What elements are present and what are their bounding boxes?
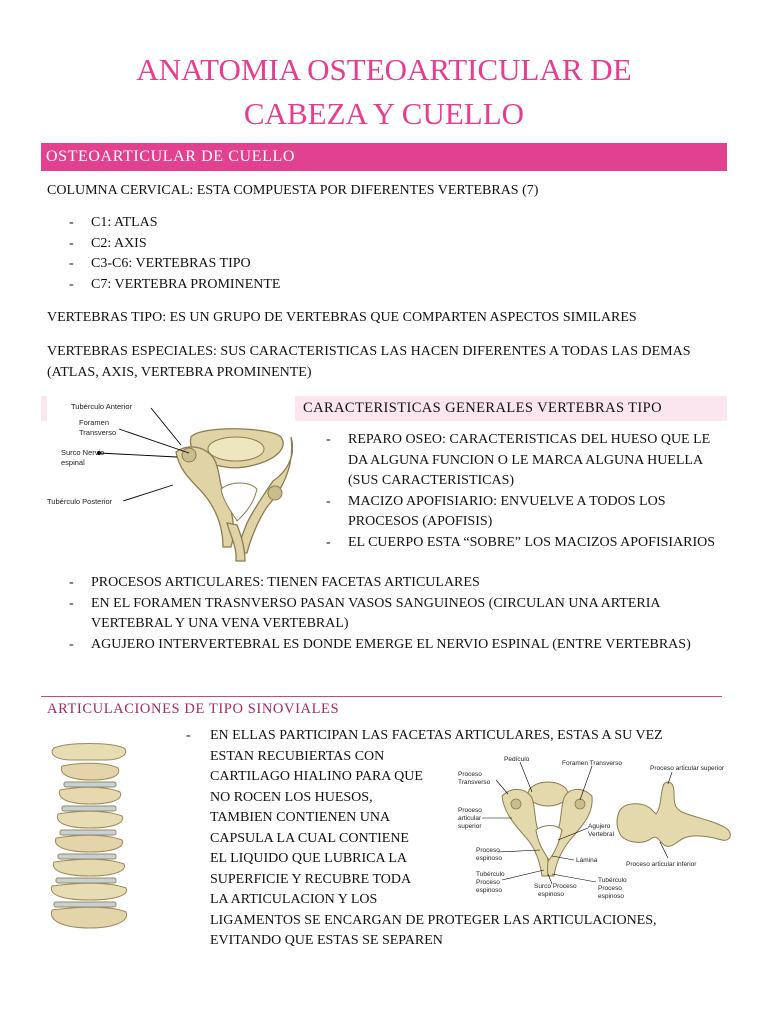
figure-columna-cervical bbox=[40, 742, 136, 934]
paragraph-line: TAMBIEN CONTIENEN UNA bbox=[210, 810, 391, 825]
figure-vertebra-lateral bbox=[612, 762, 740, 872]
paragraph-line: CAPSULA LA CUAL CONTIENE bbox=[210, 830, 409, 846]
label-proceso: Proceso bbox=[476, 879, 500, 886]
subsection-heading: CARACTERISTICAS GENERALES VERTEBRAS TIPO bbox=[295, 396, 727, 421]
paragraph-line: EL LIQUIDO QUE LUBRICA LA bbox=[210, 851, 408, 866]
label-pediculo: Pedículo bbox=[504, 756, 530, 763]
title-line-1: ANATOMIA OSTEOARTICULAR DE bbox=[136, 52, 632, 87]
label-proceso: Proceso bbox=[458, 771, 482, 778]
label-surco-proceso: Surco Proceso bbox=[534, 883, 577, 890]
list-item: - C2: AXIS bbox=[47, 234, 727, 255]
list-item: - C7: VERTEBRA PROMINENTE bbox=[47, 275, 727, 296]
section-heading-cuello: OSTEOARTICULAR DE CUELLO bbox=[41, 143, 727, 171]
figure-vertebra-superior bbox=[452, 752, 630, 906]
label-transverso: Transverso bbox=[458, 779, 491, 786]
list-item: - C1: ATLAS bbox=[47, 213, 727, 234]
paragraph-line: LA ARTICULACION Y LOS bbox=[210, 892, 378, 907]
label-proceso: Proceso bbox=[458, 807, 482, 814]
vertebra-list bbox=[47, 213, 727, 295]
label-foramen-transverso: Foramen Transverso bbox=[562, 760, 622, 767]
label-articular: articular bbox=[458, 815, 482, 822]
page-title bbox=[0, 48, 768, 136]
list-item: - EN EL FORAMEN TRASNVERSO PASAN VASOS SANGUINEOS (CIRCULAN UNA ARTERIA VERTEBRAL Y UNA VENA VERTEBRAL) bbox=[47, 594, 727, 635]
intro-text: COLUMNA CERVICAL: ESTA COMPUESTA POR DIFERENTES VERTEBRAS (7) bbox=[47, 183, 539, 198]
list-item: - C3-C6: VERTEBRAS TIPO bbox=[47, 254, 727, 275]
section-heading-sinoviales: ARTICULACIONES DE TIPO SINOVIALES bbox=[47, 701, 340, 717]
label-foramen: Foramen bbox=[79, 418, 110, 427]
title-line-2: CABEZA Y CUELLO bbox=[243, 96, 525, 131]
label-transverso: Transverso bbox=[79, 428, 117, 437]
paragraph-line: EVITANDO QUE ESTAS SE SEPAREN bbox=[210, 933, 443, 948]
label-proceso: Proceso bbox=[598, 885, 622, 892]
label-tuberculo: Tubérculo bbox=[476, 871, 505, 878]
list-item: - REPARO OSEO: CARACTERISTICAS DEL HUESO QUE LE DA ALGUNA FUNCION O LE MARCA ALGUNA HUELLA (SUS CARACTERISTICAS) bbox=[304, 430, 724, 492]
label-espinoso: espinoso bbox=[476, 887, 503, 894]
label-proceso: Proceso bbox=[476, 847, 500, 854]
paragraph-line: ESTAN RECUBIERTAS CON bbox=[210, 748, 385, 764]
paragraph-line: NO ROCEN LOS HUESOS, bbox=[210, 789, 373, 805]
paragraph-line: LIGAMENTOS SE ENCARGAN DE PROTEGER LAS ARTICULACIONES, bbox=[210, 912, 657, 928]
vertebras-tipo-text: VERTEBRAS TIPO: ES UN GRUPO DE VERTEBRAS QUE COMPARTEN ASPECTOS SIMILARES bbox=[47, 310, 637, 325]
label-vertebral: Vertebral bbox=[588, 831, 615, 838]
label-espinoso: espinoso bbox=[476, 855, 503, 862]
paragraph-line: CARTILAGO HIALINO PARA QUE bbox=[210, 769, 423, 784]
paragraph-line: SUPERFICIE Y RECUBRE TODA bbox=[210, 871, 412, 887]
list-item: - AGUJERO INTERVERTEBRAL ES DONDE EMERGE EL NERVIO ESPINAL (ENTRE VERTEBRAS) bbox=[47, 635, 727, 656]
label-tuberculo-anterior: Tubérculo Anterior bbox=[71, 402, 133, 411]
list-item: - PROCESOS ARTICULARES: TIENEN FACETAS ARTICULARES bbox=[47, 573, 727, 594]
label-lamina: Lámina bbox=[576, 857, 598, 864]
label-superior: superior bbox=[458, 823, 482, 830]
list-item: - MACIZO APOFISIARIO: ENVUELVE A TODOS LOS PROCESOS (APOFISIS) bbox=[304, 492, 724, 533]
procesos-list bbox=[47, 573, 727, 655]
list-item: - EL CUERPO ESTA “SOBRE” LOS MACIZOS APOFISIARIOS bbox=[304, 533, 724, 554]
figure-vertebra-tipo bbox=[41, 397, 293, 563]
label-tuberculo: Tubérculo bbox=[598, 877, 627, 884]
section-divider bbox=[41, 696, 722, 697]
label-surco-nervio: Surco Nervio bbox=[61, 448, 105, 457]
label-proceso-articular-superior: Proceso articular superior bbox=[650, 765, 725, 772]
label-espinal: espinal bbox=[61, 458, 85, 467]
caracteristicas-list bbox=[304, 430, 724, 553]
label-espinoso: espinoso bbox=[538, 891, 565, 898]
label-tuberculo-posterior: Tubérculo Posterior bbox=[47, 497, 113, 506]
label-agujero: Agujero bbox=[588, 823, 611, 830]
paragraph-line: - EN ELLAS PARTICIPAN LAS FACETAS ARTICULARES, ESTAS A SU VEZ bbox=[186, 728, 663, 743]
label-espinoso: espinoso bbox=[598, 893, 625, 900]
label-proceso-articular-inferior: Proceso articular inferior bbox=[626, 861, 697, 868]
vertebras-especiales-text: VERTEBRAS ESPECIALES: SUS CARACTERISTICAS LAS HACEN DIFERENTES A TODAS LAS DEMAS (ATLAS, AXIS, VERTEBRA PROMINENTE) bbox=[47, 344, 691, 380]
